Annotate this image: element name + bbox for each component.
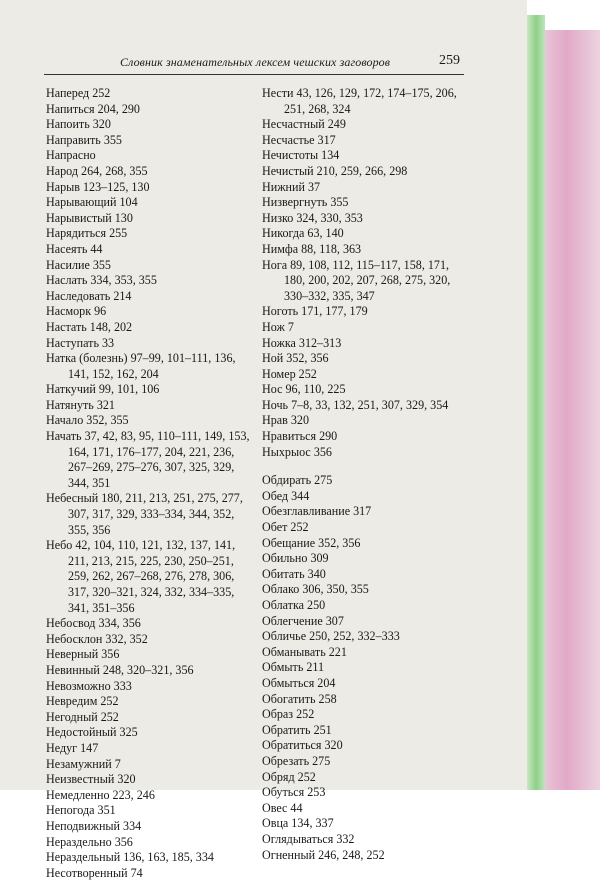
index-entry: Нравиться 290	[262, 429, 338, 444]
index-entry: Обличье 250, 252, 332–333	[262, 629, 400, 644]
index-entry: Обитать 340	[262, 566, 326, 581]
index-entry: Облегчение 307	[262, 613, 344, 628]
index-entry: Обуться 253	[262, 785, 326, 800]
index-entry: Невозможно 333	[46, 678, 132, 693]
index-entry: Нечистый 210, 259, 266, 298	[262, 163, 408, 178]
index-entry: Обет 252	[262, 520, 309, 535]
index-entry: Невинный 248, 320–321, 356	[46, 662, 194, 677]
index-entry: Обратиться 320	[262, 738, 343, 753]
index-entry: Нераздельный 136, 163, 185, 334	[46, 850, 214, 865]
index-entry: Номер 252	[262, 366, 317, 381]
index-entry: Нижний 37	[262, 179, 321, 194]
index-entry: Неподвижный 334	[46, 818, 142, 833]
index-entry: Низко 324, 330, 353	[262, 210, 363, 225]
index-entry: Ноготь 171, 177, 179	[262, 304, 368, 319]
index-entry: Нимфа 88, 118, 363	[262, 241, 362, 256]
index-entry: Настать 148, 202	[46, 319, 133, 334]
index-entry: Образ 252	[262, 707, 315, 722]
index-entry: Нечистоты 134	[262, 148, 340, 163]
index-entry: Облатка 250	[262, 598, 326, 612]
page-number: 259	[439, 53, 460, 68]
index-entry: Нарывистый 130	[46, 210, 133, 225]
index-entry: Непогода 351	[46, 803, 116, 818]
index-group-o	[262, 473, 467, 863]
index-entry: Обед 344	[262, 488, 310, 503]
index-entry: Ножка 312–313	[262, 335, 342, 350]
index-entry: Обильно 309	[262, 551, 329, 566]
index-entry: Небесный 180, 211, 213, 251, 275, 277, 307, 317, 329, 333–334, 344, 352, 355, 356	[46, 491, 243, 537]
index-entry: Огненный 246, 248, 252	[262, 847, 385, 862]
index-entry: Насилие 355	[46, 257, 111, 272]
running-header	[44, 50, 464, 75]
index-entry: Овес 44	[262, 800, 303, 815]
index-entry: Обещание 352, 356	[262, 535, 361, 550]
index-entry: Незамужний 7	[46, 756, 121, 771]
index-entry: Небосклон 332, 352	[46, 631, 148, 646]
index-entry: Неизвестный 320	[46, 772, 136, 787]
index-entry: Нести 43, 126, 129, 172, 174–175, 206, 251, 268, 324	[262, 86, 457, 116]
index-entry: Наслать 334, 353, 355	[46, 273, 157, 288]
page-edge-green	[527, 15, 545, 790]
index-entry: Никогда 63, 140	[262, 226, 344, 241]
index-entry: Небо 42, 104, 110, 121, 132, 137, 141, 211, 213, 215, 225, 230, 250–251, 259, 262, 267–268, 276, 278, 306, 317, 320–321, 324, 332, 334–335, 341, 351–356	[46, 538, 236, 615]
index-entry: Нераздельно 356	[46, 834, 133, 849]
index-entry: Несотворенный 74	[46, 865, 143, 880]
index-column-left	[46, 86, 256, 881]
index-entry: Немедленно 223, 246	[46, 787, 155, 802]
index-entry: Несчастье 317	[262, 132, 336, 147]
index-entry: Неверный 356	[46, 647, 120, 662]
index-entry: Ной 352, 356	[262, 351, 329, 366]
index-entry: Нож 7	[262, 319, 294, 334]
index-entry: Обрезать 275	[262, 753, 331, 768]
index-entry: Направить 355	[46, 132, 122, 147]
index-column-right	[262, 86, 467, 863]
index-entry: Начало 352, 355	[46, 413, 129, 428]
index-entry: Обогатить 258	[262, 691, 337, 706]
page-edge-pink	[545, 30, 600, 790]
index-entry: Овца 134, 337	[262, 816, 334, 831]
index-entry: Нрав 320	[262, 413, 310, 428]
index-entry: Оглядываться 332	[262, 831, 355, 846]
index-entry: Напиться 204, 290	[46, 101, 140, 116]
index-entry: Ночь 7–8, 33, 132, 251, 307, 329, 354	[262, 397, 449, 412]
index-entry: Народ 264, 268, 355	[46, 163, 148, 178]
index-entry: Обряд 252	[262, 769, 316, 784]
index-entry: Обезглавливание 317	[262, 504, 372, 519]
index-entry: Нога 89, 108, 112, 115–117, 158, 171, 180, 200, 202, 207, 268, 275, 320, 330–332, 335, 347	[262, 257, 451, 303]
index-entry: Наперед 252	[46, 86, 111, 100]
index-entry: Недостойный 325	[46, 725, 138, 740]
index-entry: Напрасно	[46, 148, 96, 163]
index-entry: Насеять 44	[46, 241, 103, 256]
index-entry: Обратить 251	[262, 722, 332, 737]
index-entry: Несчастный 249	[262, 117, 346, 132]
index-entry: Обманывать 221	[262, 644, 347, 659]
index-entry: Нарывающий 104	[46, 195, 138, 210]
index-entry: Начать 37, 42, 83, 95, 110–111, 149, 153, 164, 171, 176–177, 204, 221, 236, 267–269, 275–276, 307, 325, 329, 344, 351	[46, 429, 250, 490]
index-entry: Невредим 252	[46, 694, 119, 709]
index-entry: Нарыв 123–125, 130	[46, 179, 150, 194]
index-group-n	[262, 86, 467, 460]
index-entry: Низвергнуть 355	[262, 195, 349, 210]
index-entry: Обдирать 275	[262, 473, 333, 488]
index-entry: Наследовать 214	[46, 288, 132, 303]
index-entry: Обмыть 211	[262, 660, 325, 675]
running-title: Словник знаменательных лексем чешских заговоров	[120, 55, 391, 69]
index-entry: Насморк 96	[46, 304, 107, 319]
index-entry: Обмыться 204	[262, 675, 336, 690]
index-entry: Наступать 33	[46, 335, 115, 350]
index-entry: Нос 96, 110, 225	[262, 382, 346, 397]
index-entry: Ныхрыос 356	[262, 444, 332, 459]
index-entry: Небосвод 334, 356	[46, 616, 141, 631]
index-entry: Негодный 252	[46, 709, 119, 724]
index-entry: Наткучий 99, 101, 106	[46, 382, 160, 397]
index-entry: Натка (болезнь) 97–99, 101–111, 136, 141, 152, 162, 204	[46, 351, 236, 381]
index-entry: Напоить 320	[46, 117, 111, 132]
letter-gap	[262, 460, 467, 473]
index-entry: Облако 306, 350, 355	[262, 582, 369, 597]
index-entry: Недуг 147	[46, 740, 99, 755]
index-entry: Нарядиться 255	[46, 226, 128, 241]
index-entry: Натянуть 321	[46, 397, 115, 412]
